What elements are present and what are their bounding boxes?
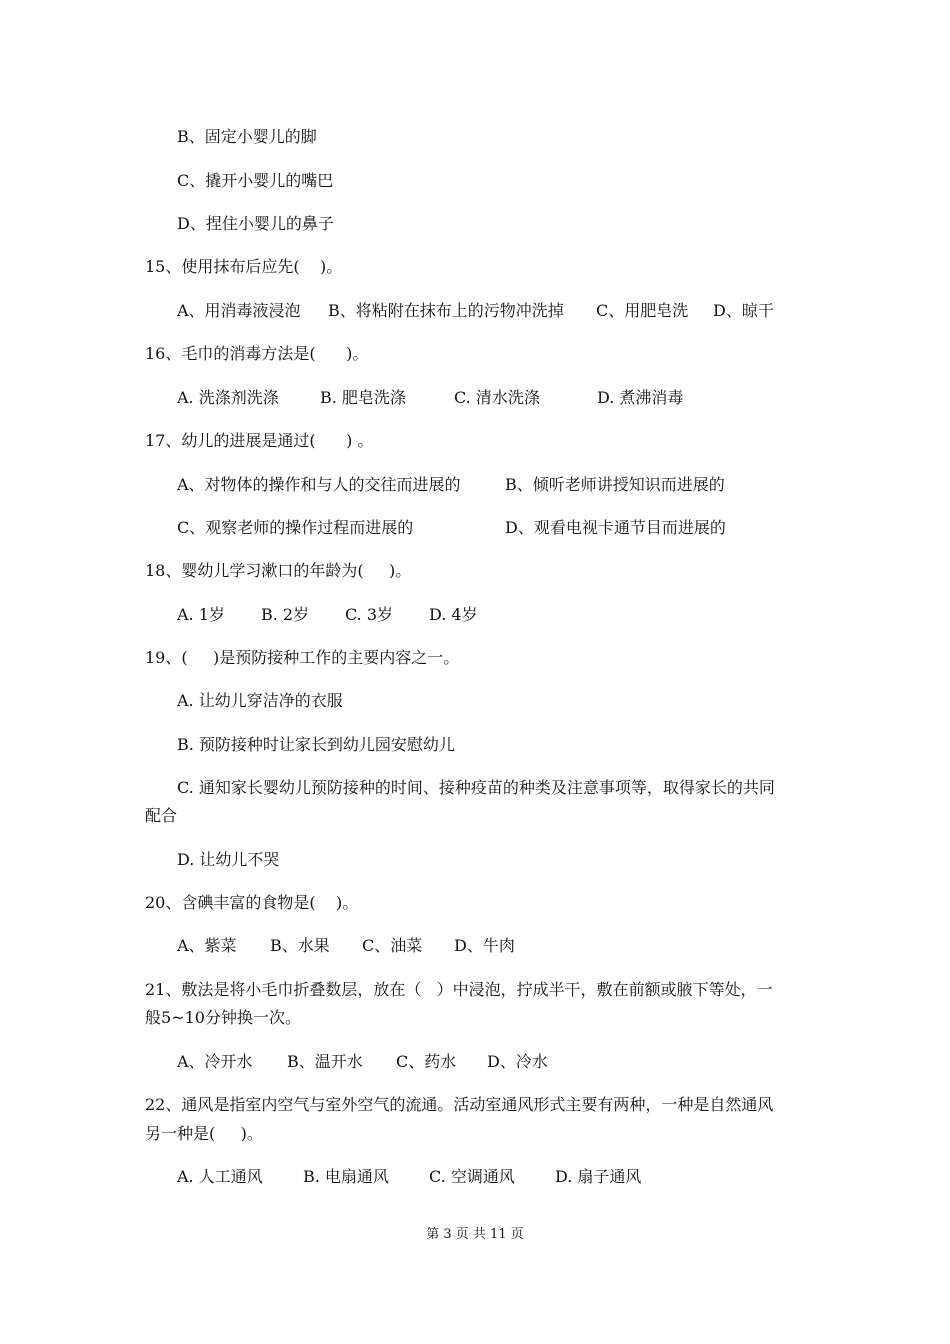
q20-stem: 20、含碘丰富的食物是( )。 — [145, 893, 359, 912]
q14-option-c: C、撬开小婴儿的嘴巴 — [177, 171, 334, 190]
q21-option-c: C、药水 — [396, 1052, 457, 1071]
q19-option-b: B. 预防接种时让家长到幼儿园安慰幼儿 — [177, 735, 455, 754]
q21-stem-continued: 般5~10分钟换一次。 — [145, 1008, 301, 1027]
q22-option-a: A. 人工通风 — [177, 1167, 263, 1186]
q18-option-b: B. 2岁 — [261, 605, 310, 624]
q18-option-d: D. 4岁 — [429, 605, 478, 624]
q14-option-b: B、固定小婴儿的脚 — [177, 127, 317, 146]
q19-option-d: D. 让幼儿不哭 — [177, 850, 280, 869]
q19-option-c: C. 通知家长婴幼儿预防接种的时间、接种疫苗的种类及注意事项等，取得家长的共同 — [177, 778, 775, 797]
q16-option-d: D. 煮沸消毒 — [597, 388, 684, 407]
q19-stem: 19、( )是预防接种工作的主要内容之一。 — [145, 648, 460, 667]
q22-stem: 22、通风是指室内空气与室外空气的流通。活动室通风形式主要有两种，一种是自然通风 — [145, 1095, 774, 1114]
q15-option-b: B、将粘附在抹布上的污物冲洗掉 — [328, 301, 564, 320]
q15-option-d: D、晾干 — [713, 301, 774, 320]
q14-option-d: D、捏住小婴儿的鼻子 — [177, 214, 334, 233]
q22-option-b: B. 电扇通风 — [303, 1167, 389, 1186]
q15-option-c: C、用肥皂洗 — [596, 301, 689, 320]
q21-stem: 21、敷法是将小毛巾折叠数层，放在（ ）中浸泡，拧成半干，敷在前额或腋下等处，一 — [145, 980, 773, 999]
q20-option-d: D、牛肉 — [454, 936, 515, 955]
page-number-footer: 第 3 页 共 11 页 — [426, 1227, 524, 1242]
q21-option-b: B、温开水 — [287, 1052, 363, 1071]
q15-stem: 15、使用抹布后应先( )。 — [145, 257, 343, 276]
q22-option-c: C. 空调通风 — [429, 1167, 515, 1186]
q21-option-a: A、冷开水 — [177, 1052, 253, 1071]
q16-option-c: C. 清水洗涤 — [454, 388, 540, 407]
q17-option-d: D、观看电视卡通节目而进展的 — [505, 518, 726, 537]
q21-option-d: D、冷水 — [487, 1052, 548, 1071]
q20-option-c: C、油菜 — [362, 936, 423, 955]
q17-option-b: B、倾听老师讲授知识而进展的 — [505, 475, 725, 494]
q20-option-b: B、水果 — [270, 936, 330, 955]
q18-stem: 18、婴幼儿学习漱口的年龄为( )。 — [145, 561, 412, 580]
q19-option-c-continued: 配合 — [145, 806, 178, 825]
q16-stem: 16、毛巾的消毒方法是( )。 — [145, 344, 369, 363]
q16-option-b: B. 肥皂洗涤 — [320, 388, 406, 407]
q22-option-d: D. 扇子通风 — [555, 1167, 642, 1186]
q17-stem: 17、幼儿的进展是通过( ) 。 — [145, 431, 374, 450]
q19-option-a: A. 让幼儿穿洁净的衣服 — [177, 691, 343, 710]
q15-option-a: A、用消毒液浸泡 — [177, 301, 301, 320]
q22-stem-continued: 另一种是( )。 — [145, 1124, 263, 1143]
q17-option-a: A、对物体的操作和与人的交往而进展的 — [177, 475, 461, 494]
q18-option-a: A. 1岁 — [177, 605, 225, 624]
q16-option-a: A. 洗涤剂洗涤 — [177, 388, 279, 407]
q20-option-a: A、紫菜 — [177, 936, 237, 955]
q18-option-c: C. 3岁 — [345, 605, 394, 624]
q17-option-c: C、观察老师的操作过程而进展的 — [177, 518, 414, 537]
